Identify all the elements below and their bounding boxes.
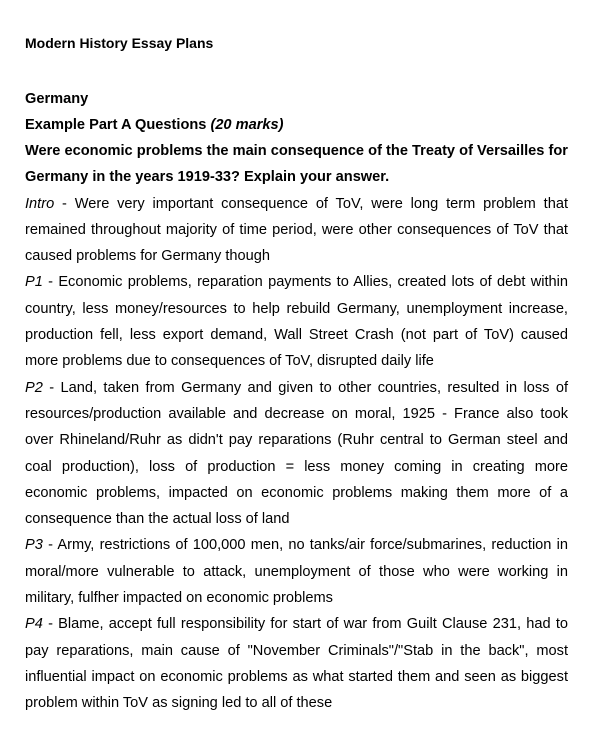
paragraph-label: P1 [25, 274, 43, 291]
paragraph-text: - Blame, accept full responsibility for start of war from Guilt Clause 231, had to pay reparations, main cause of "November Criminals"/"Stab in the back", most influential impact on economic problems as what started them and seen as biggest problem within ToV as signing led to all of these [25, 616, 568, 712]
paragraph-label: Intro [25, 195, 55, 212]
paragraph-p4 [25, 611, 568, 716]
document-title: Modern History Essay Plans [25, 35, 214, 51]
paragraph-text: - Were very important consequence of ToV, were long term problem that remained throughout majority of time period, were other consequences of ToV that caused problems for Germany though [25, 195, 568, 265]
paragraph-p2 [25, 375, 568, 533]
paragraph-label: P3 [25, 537, 43, 554]
paragraph-label: P4 [25, 616, 43, 633]
paragraph-text: - Land, taken from Germany and given to other countries, resulted in loss of resources/production available and decrease on moral, 1925 - France also took over Rhineland/Ruhr as didn't pay reparations (Ruhr central to German steel and coal production), loss of production = less money coming in creating more economic problems, impacted on economic problems making them more of a consequence than the actual loss of land [25, 379, 568, 528]
paragraph-intro [25, 191, 568, 270]
part-heading-text: Example Part A Questions [25, 117, 211, 133]
part-marks: (20 marks) [210, 117, 284, 133]
paragraph-text: - Army, restrictions of 100,000 men, no tanks/air force/submarines, reduction in moral/more vulnerable to attack, unemployment of those who were working in military, fulfher impacted on economic problems [25, 537, 568, 607]
section-heading: Germany [25, 91, 89, 107]
paragraph-text: - Economic problems, reparation payments to Allies, created lots of debt within country, less money/resources to help rebuild Germany, unemployment increase, production fell, less export demand, Wall Street Crash (not part of ToV) caused more problems due to consequences of ToV, disrupted daily life [25, 274, 568, 370]
paragraph-p1 [25, 269, 568, 374]
paragraph-label: P2 [25, 379, 43, 396]
part-heading [25, 112, 568, 138]
essay-question: Were economic problems the main consequence of the Treaty of Versailles for Germany in the years 1919-33? Explain your answer. [25, 143, 568, 186]
paragraph-p3 [25, 532, 568, 611]
